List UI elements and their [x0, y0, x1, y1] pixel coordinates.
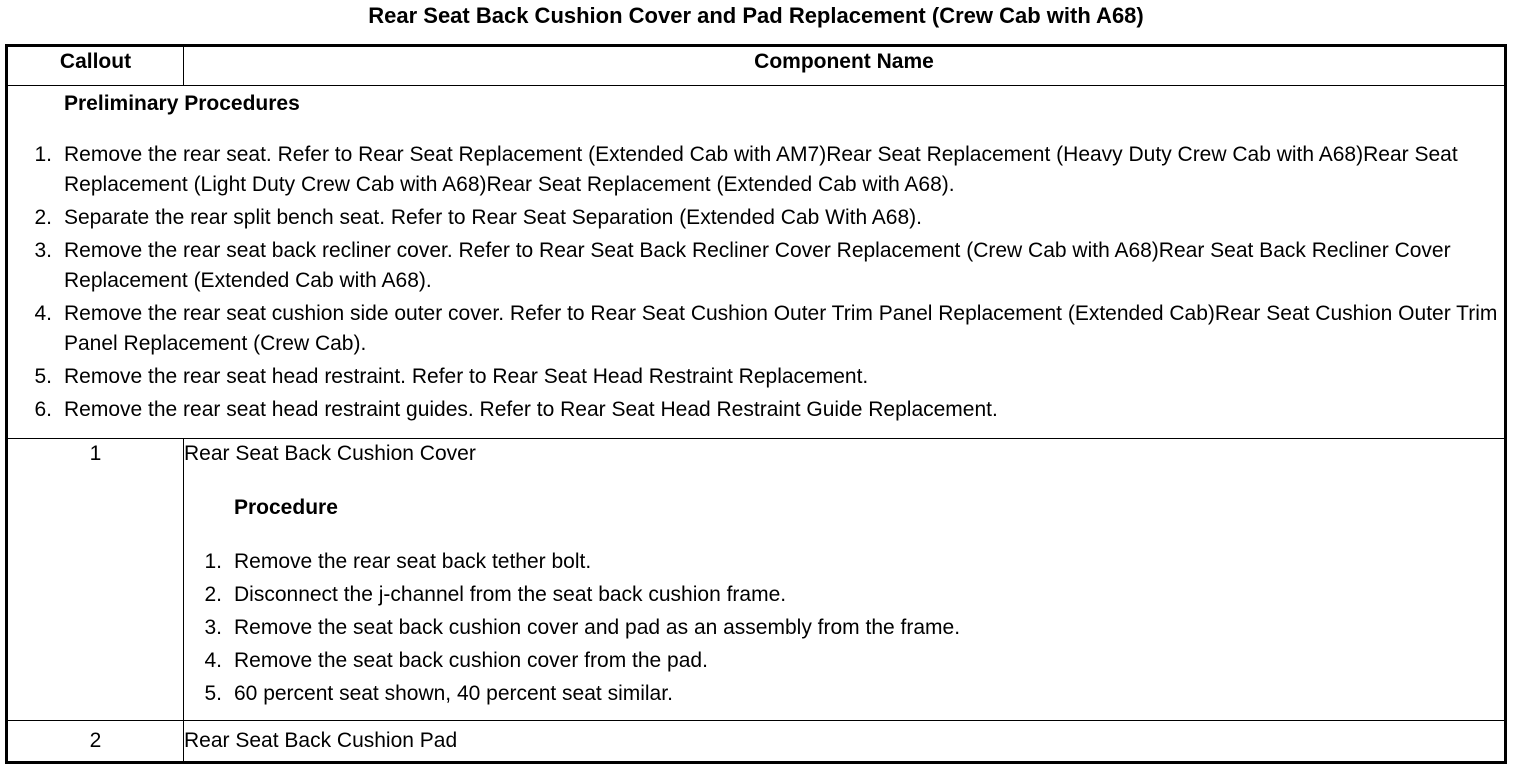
preliminary-cell	[7, 86, 1506, 439]
step-number: 4.	[34, 302, 52, 325]
procedure-steps-list	[184, 547, 1504, 709]
component-name-column-header: Component Name	[184, 46, 1506, 86]
list-item	[8, 362, 1504, 392]
step-number: 5.	[34, 365, 52, 388]
component-name: Rear Seat Back Cushion Pad	[184, 729, 458, 752]
step-text: Remove the rear seat. Refer to Rear Seat Replacement (Extended Cab with AM7)Rear Seat Replacement (Heavy Duty Crew Cab with A68)Rear Seat Replacement (Light Duty Crew Cab with A68)Rear Seat Replacement (Extended Cab with A68).	[64, 143, 1458, 196]
step-number: 3.	[34, 239, 52, 262]
step-number: 3.	[204, 616, 222, 639]
step-text: Remove the rear seat back tether bolt.	[234, 550, 592, 573]
step-number: 5.	[204, 682, 222, 705]
list-item	[184, 613, 1504, 643]
step-number: 2.	[34, 206, 52, 229]
list-item	[184, 646, 1504, 676]
table-row	[7, 439, 1506, 721]
procedure-table	[5, 44, 1507, 764]
list-item	[8, 236, 1504, 296]
preliminary-steps-list	[8, 140, 1504, 425]
component-name: Rear Seat Back Cushion Cover	[184, 442, 476, 465]
callout-column-header: Callout	[7, 46, 184, 86]
step-number: 2.	[204, 583, 222, 606]
list-item	[8, 395, 1504, 425]
list-item	[184, 580, 1504, 610]
page-title: Rear Seat Back Cushion Cover and Pad Replacement (Crew Cab with A68)	[368, 3, 1144, 28]
step-text: Remove the rear seat back recliner cover. Refer to Rear Seat Back Recliner Cover Replacement (Crew Cab with A68)Rear Seat Back Recliner Cover Replacement (Extended Cab with A68).	[64, 239, 1451, 292]
list-item	[8, 299, 1504, 359]
step-text: Remove the seat back cushion cover and pad as an assembly from the frame.	[234, 616, 961, 639]
step-text: Remove the rear seat head restraint guides. Refer to Rear Seat Head Restraint Guide Replacement.	[64, 398, 998, 421]
component-cell	[184, 439, 1506, 721]
step-number: 1.	[204, 550, 222, 573]
procedure-heading: Procedure	[234, 496, 338, 519]
step-text: Remove the rear seat cushion side outer cover. Refer to Rear Seat Cushion Outer Trim Panel Replacement (Extended Cab)Rear Seat Cushion Outer Trim Panel Replacement (Crew Cab).	[64, 302, 1498, 355]
step-number: 4.	[204, 649, 222, 672]
callout-cell: 1	[7, 439, 184, 721]
list-item	[184, 547, 1504, 577]
list-item	[184, 679, 1504, 709]
preliminary-row	[7, 86, 1506, 439]
list-item	[8, 140, 1504, 200]
list-item	[8, 203, 1504, 233]
step-number: 6.	[34, 398, 52, 421]
callout-cell: 2	[7, 721, 184, 763]
step-text: Disconnect the j-channel from the seat back cushion frame.	[234, 583, 787, 606]
step-text: Remove the rear seat head restraint. Refer to Rear Seat Head Restraint Replacement.	[64, 365, 869, 388]
step-text: Remove the seat back cushion cover from the pad.	[234, 649, 708, 672]
step-text: Separate the rear split bench seat. Refer to Rear Seat Separation (Extended Cab With A68).	[64, 206, 922, 229]
preliminary-heading: Preliminary Procedures	[64, 92, 300, 115]
component-cell	[184, 721, 1506, 763]
step-text: 60 percent seat shown, 40 percent seat similar.	[234, 682, 673, 705]
table-header-row	[7, 46, 1506, 86]
step-number: 1.	[34, 143, 52, 166]
table-row	[7, 721, 1506, 763]
